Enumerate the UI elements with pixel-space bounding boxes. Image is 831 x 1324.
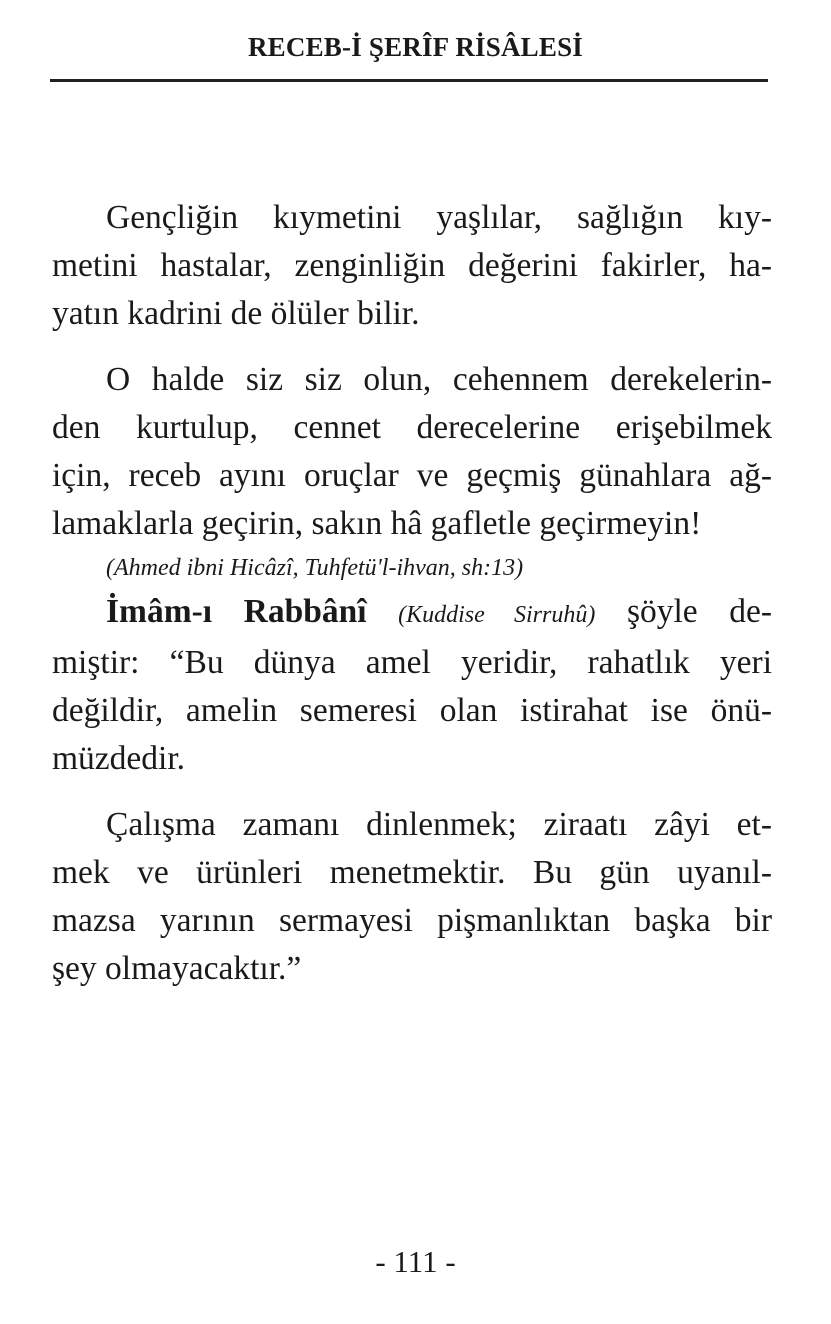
text-line: lamaklarla geçirin, sakın hâ gafletle geçirmeyin! — [52, 505, 702, 542]
paragraph-gap — [52, 783, 772, 801]
text-line: şey olmayacaktır.” — [52, 950, 302, 987]
paragraph-3 — [52, 588, 772, 783]
page-number: - 111 - — [375, 1244, 456, 1279]
text-line: metini hastalar, zenginliğin değerini fakirler, ha- — [52, 247, 772, 284]
text-line: mazsa yarının sermayesi pişmanlıktan başka bir — [52, 902, 772, 939]
text-line — [52, 588, 772, 639]
paragraph-1 — [52, 194, 772, 338]
author-name: İmâm-ı Rabbânî — [106, 593, 367, 630]
text-line: Gençliğin kıymetini yaşlılar, sağlığın kıy- — [106, 199, 772, 236]
text-line: Çalışma zamanı dinlenmek; ziraatı zâyi et- — [106, 806, 772, 843]
text-line: miştir: “Bu dünya amel yeridir, rahatlık yeri — [52, 644, 772, 681]
text-fragment: şöyle de- — [595, 593, 773, 630]
body-text — [52, 194, 772, 993]
citation: (Ahmed ibni Hicâzî, Tuhfetü'l-ihvan, sh:13) — [106, 555, 524, 581]
text-line: O halde siz siz olun, cehennem derekelerin- — [106, 361, 772, 398]
text-line: değildir, amelin semeresi olan istirahat ise önü- — [52, 692, 772, 729]
text-line: yatın kadrini de ölüler bilir. — [52, 295, 420, 332]
text-line: için, receb ayını oruçlar ve geçmiş günahlara ağ- — [52, 457, 772, 494]
text-line: den kurtulup, cennet derecelerine erişebilmek — [52, 409, 772, 446]
paragraph-4 — [52, 801, 772, 993]
header-rule — [50, 79, 768, 82]
text-line: müzdedir. — [52, 740, 186, 777]
honorific: (Kuddise Sirruhû) — [398, 602, 596, 628]
paragraph-gap — [52, 338, 772, 356]
paragraph-2 — [52, 356, 772, 548]
running-header: RECEB-İ ŞERÎF RİSÂLESİ — [247, 32, 583, 62]
text-line: mek ve ürünleri menetmektir. Bu gün uyanıl- — [52, 854, 772, 891]
